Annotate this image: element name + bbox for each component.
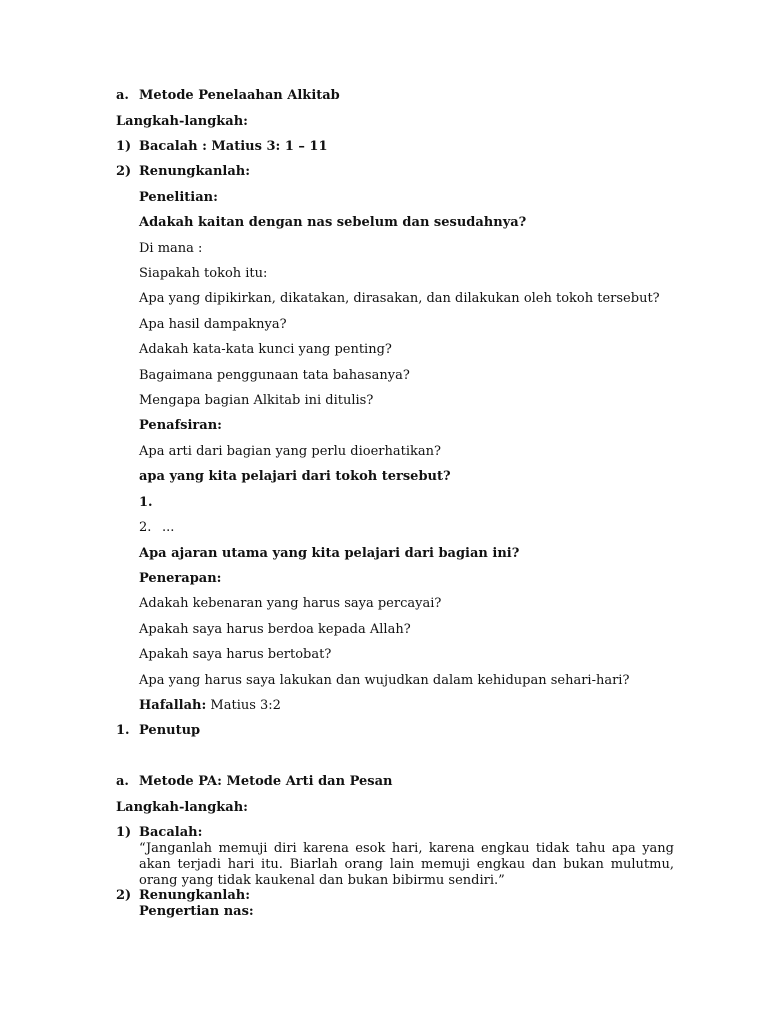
question-item: Adakah kata-kata kunci yang penting?: [139, 342, 392, 357]
list-number: 2.: [139, 520, 152, 535]
question-item: Apakah saya harus berdoa kepada Allah?: [139, 622, 411, 637]
question-item: Mengapa bagian Alkitab ini ditulis?: [139, 393, 374, 408]
hafallah-label: Hafallah:: [139, 698, 207, 713]
question-item: Adakah kebenaran yang harus saya percayai?: [139, 596, 442, 611]
hafallah-value: Matius 3:2: [206, 698, 281, 713]
question-item: Apakah saya harus bertobat?: [139, 647, 332, 662]
step-read: Bacalah : Matius 3: 1 – 11: [139, 139, 328, 154]
question-item: Bagaimana penggunaan tata bahasanya?: [139, 368, 410, 383]
question-item: Apa yang dipikirkan, dikatakan, dirasakan, dan dilakukan oleh tokoh tersebut?: [139, 291, 660, 306]
question-item: Di mana :: [139, 241, 203, 256]
step-read: Bacalah:: [139, 825, 203, 840]
penerapan-label: Penerapan:: [139, 571, 222, 586]
penutup-marker: 1.: [116, 723, 130, 738]
question-item: Apa hasil dampaknya?: [139, 317, 287, 332]
penafsiran-label: Penafsiran:: [139, 418, 222, 433]
question-item: apa yang kita pelajari dari tokoh tersebut?: [139, 469, 451, 484]
step-marker: 2): [116, 164, 132, 179]
penutup-heading: Penutup: [139, 723, 201, 738]
pengertian-label: Pengertian nas:: [139, 904, 254, 919]
question-item: Apa ajaran utama yang kita pelajari dari bagian ini?: [139, 546, 520, 561]
step-marker: 2): [116, 888, 132, 903]
question-item: Apa arti dari bagian yang perlu dioerhatikan?: [139, 444, 441, 459]
steps-label: Langkah-langkah:: [116, 114, 248, 129]
heading-marker: a.: [116, 88, 129, 103]
section-heading: Metode PA: Metode Arti dan Pesan: [139, 774, 393, 789]
hafallah-line: [139, 698, 281, 714]
step-reflect: Renungkanlah:: [139, 164, 251, 179]
penelitian-label: Penelitian:: [139, 190, 218, 205]
step-reflect: Renungkanlah:: [139, 888, 251, 903]
list-text: ...: [162, 520, 175, 535]
question-item: Adakah kaitan dengan nas sebelum dan sesudahnya?: [139, 215, 527, 230]
step-marker: 1): [116, 825, 132, 840]
section-heading: Metode Penelaahan Alkitab: [139, 88, 340, 103]
question-item: Siapakah tokoh itu:: [139, 266, 268, 281]
step-marker: 1): [116, 139, 132, 154]
question-item: Apa yang harus saya lakukan dan wujudkan dalam kehidupan sehari-hari?: [139, 673, 630, 688]
steps-label: Langkah-langkah:: [116, 800, 248, 815]
list-number: 1.: [139, 495, 153, 510]
scripture-quote: “Janganlah memuji diri karena esok hari, karena engkau tidak tahu apa yang akan terjadi hari itu. Biarlah orang lain memuji engkau dan bukan mulutmu, orang yang tidak kaukenal dan bukan bibirmu sendiri.”: [139, 841, 674, 888]
heading-marker: a.: [116, 774, 129, 789]
